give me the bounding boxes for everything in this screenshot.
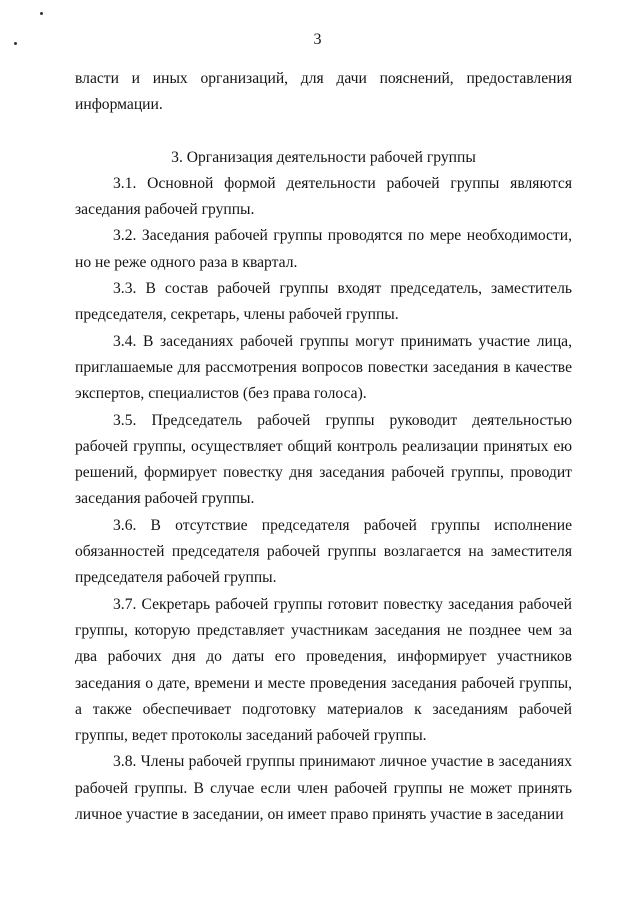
section-item-3-7: 3.7. Секретарь рабочей группы готовит повестку заседания рабочей группы, которую представляет участникам заседания не позднее чем за два рабочих дня до даты его проведения, информирует участников заседания о дате, времени и месте проведения заседания рабочей группы, а также обеспечивает подготовку материалов к заседаниям рабочей группы, ведет протоколы заседаний рабочей группы. [75, 595, 572, 745]
section-item-3-2: 3.2. Заседания рабочей группы проводятся по мере необходимости, но не реже одного раза в квартал. [75, 227, 572, 271]
section-item-3-1: 3.1. Основной формой деятельности рабочей группы являются заседания рабочей группы. [75, 174, 572, 219]
section-heading: 3. Организация деятельности рабочей группы [171, 148, 476, 166]
document-body [75, 66, 572, 828]
intro-continuation: власти и иных организаций, для дачи пояснений, предоставления информации. [75, 70, 572, 114]
section-item-3-5: 3.5. Председатель рабочей группы руководит деятельностью рабочей группы, осуществляет общий контроль реализации принятых ею решений, формирует повестку дня заседания рабочей группы, проводит заседания рабочей группы. [75, 411, 572, 508]
page-number: 3 [313, 31, 322, 48]
section-item-3-8: 3.8. Члены рабочей группы принимают личное участие в заседаниях рабочей группы. В случае если член рабочей группы не может принять личное участие в заседании, он имеет право принять участие в заседании [75, 753, 572, 824]
section-item-3-6: 3.6. В отсутствие председателя рабочей группы исполнение обязанностей председателя рабочей группы возлагается на заместителя председателя рабочей группы. [75, 516, 572, 587]
section-item-3-4: 3.4. В заседаниях рабочей группы могут принимать участие лица, приглашаемые для рассмотрения вопросов повестки заседания в качестве экспертов, специалистов (без права голоса). [75, 332, 572, 403]
scan-artifact-dot [40, 12, 43, 15]
section-item-3-3: 3.3. В состав рабочей группы входят председатель, заместитель председателя, секретарь, члены рабочей группы. [75, 280, 572, 324]
